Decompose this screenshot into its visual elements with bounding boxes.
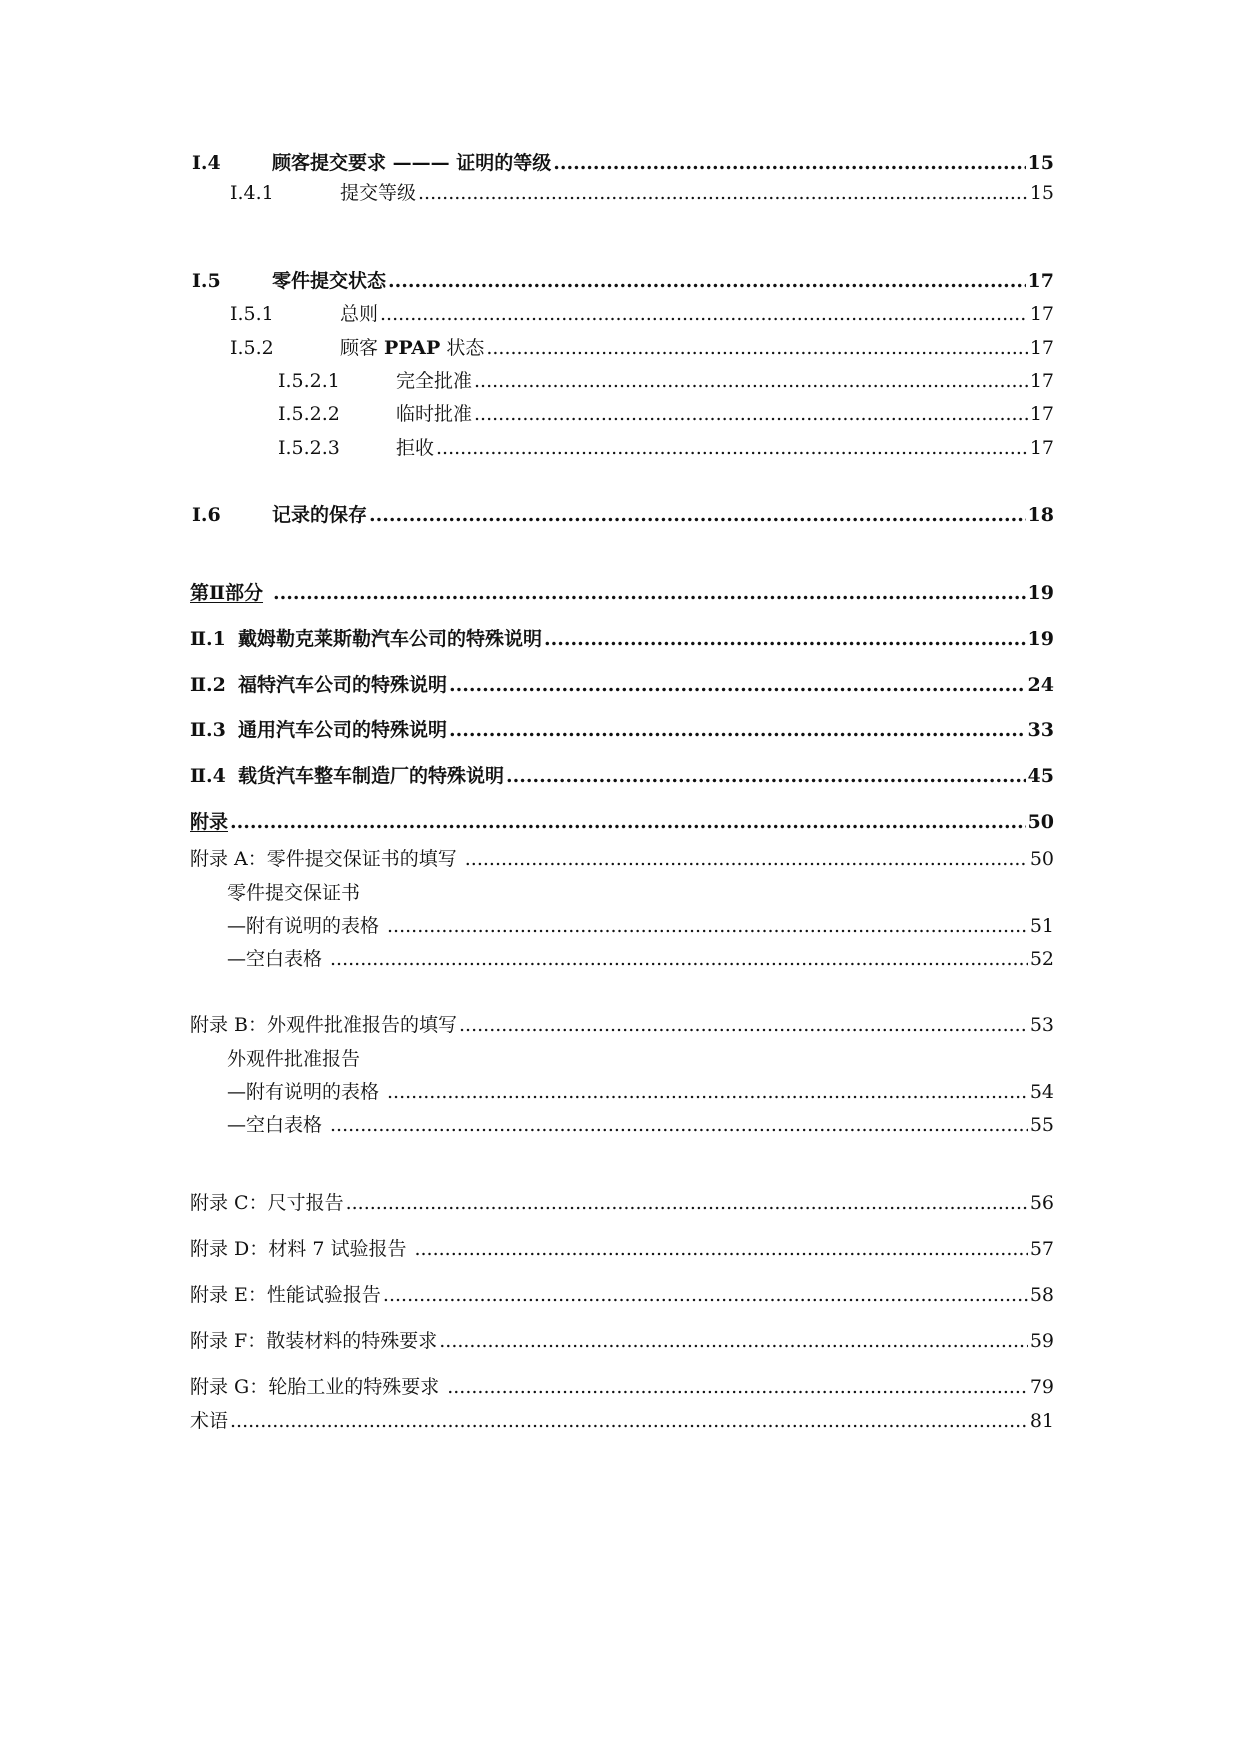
section-number: Ⅰ.4 [192, 152, 221, 174]
page-number: 17 [1029, 437, 1054, 459]
page-number: 54 [1029, 1081, 1054, 1103]
section-number: Ⅱ.3 [190, 719, 226, 741]
page-number: 53 [1029, 1014, 1054, 1036]
section-title: 附录 C：尺寸报告 [190, 1192, 344, 1214]
toc-entry-i6[interactable] [192, 502, 1054, 528]
toc-entry-i5-2[interactable] [230, 335, 1054, 361]
section-number: Ⅰ.6 [192, 504, 221, 526]
page-number: 59 [1029, 1330, 1054, 1352]
dot-leader [436, 435, 1028, 461]
dot-leader [414, 1236, 1027, 1262]
toc-entry-glossary[interactable] [190, 1408, 1054, 1434]
page-number: 15 [1027, 152, 1054, 174]
page-number: 52 [1029, 948, 1054, 970]
page-number: 19 [1027, 628, 1054, 650]
page-number: 58 [1029, 1284, 1054, 1306]
section-number: Ⅰ.5 [192, 270, 221, 292]
section-number: Ⅱ.4 [190, 765, 226, 787]
toc-entry-appendix-a-2[interactable] [227, 946, 1054, 972]
section-title: 第Ⅱ部分 [190, 582, 264, 604]
page-number: 50 [1027, 811, 1054, 833]
dot-leader [506, 763, 1026, 789]
dot-leader [383, 1282, 1028, 1308]
dot-leader [388, 268, 1026, 294]
toc-entry-i5[interactable] [192, 268, 1054, 294]
section-title: 拒收 [396, 437, 435, 459]
page-number: 57 [1029, 1238, 1054, 1260]
dot-leader [486, 335, 1027, 361]
toc-entry-appendix-g[interactable] [190, 1374, 1054, 1400]
section-number: Ⅰ.5.2.3 [278, 437, 340, 459]
section-number: Ⅱ.1 [190, 628, 226, 650]
section-number: Ⅰ.5.2.2 [278, 403, 340, 425]
page-number: 33 [1027, 719, 1054, 741]
toc-entry-ii1[interactable] [190, 626, 1054, 652]
toc-entry-appendix-c[interactable] [190, 1190, 1054, 1216]
page-number: 55 [1029, 1114, 1054, 1136]
section-title: 顾客提交要求 ——— 证明的等级 [272, 152, 552, 174]
page-number: 18 [1027, 504, 1054, 526]
section-title: 附录 A：零件提交保证书的填写 [190, 848, 457, 870]
section-title [340, 335, 484, 361]
section-title: 记录的保存 [272, 504, 368, 526]
toc-entry-appendix-b-1[interactable] [227, 1079, 1054, 1105]
dot-leader [330, 946, 1028, 972]
page-number: 17 [1029, 337, 1054, 359]
dot-leader [346, 1190, 1028, 1216]
dot-leader [369, 502, 1026, 528]
toc-entry-appendix-a[interactable] [190, 846, 1054, 872]
page-number: 15 [1029, 182, 1054, 204]
toc-entry-part2[interactable] [190, 580, 1054, 606]
dot-leader [447, 1374, 1028, 1400]
toc-entry-ii3[interactable] [190, 717, 1054, 743]
section-title: 总则 [340, 303, 379, 325]
section-title: 附录 [190, 811, 229, 833]
section-title: 完全批准 [396, 370, 473, 392]
page-number: 24 [1027, 674, 1054, 696]
title-text: 状态 [440, 337, 485, 359]
page-number: 50 [1029, 848, 1054, 870]
page-number: 17 [1029, 403, 1054, 425]
section-title: 附录 B：外观件批准报告的填写 [190, 1014, 458, 1036]
toc-entry-appendix-a-1[interactable] [227, 913, 1054, 939]
toc-entry-appendix[interactable] [190, 809, 1054, 835]
dot-leader [553, 150, 1025, 176]
dot-leader [387, 913, 1028, 939]
dot-leader [449, 672, 1026, 698]
toc-entry-ii2[interactable] [190, 672, 1054, 698]
toc-entry-ii4[interactable] [190, 763, 1054, 789]
section-title: —空白表格 [227, 948, 323, 970]
page-number: 79 [1029, 1376, 1054, 1398]
section-title: 载货汽车整车制造厂的特殊说明 [238, 765, 505, 787]
ppap-text: PPAP [384, 337, 441, 359]
dot-leader [273, 580, 1026, 606]
section-title: 附录 F：散装材料的特殊要求 [190, 1330, 438, 1352]
page-number: 81 [1029, 1410, 1054, 1432]
section-title: 附录 D：材料 7 试验报告 [190, 1238, 407, 1260]
section-number: Ⅰ.5.1 [230, 303, 274, 325]
page-number: 19 [1027, 582, 1054, 604]
section-title: 术语 [190, 1410, 229, 1432]
page-number: 45 [1027, 765, 1054, 787]
dot-leader [387, 1079, 1028, 1105]
section-number: Ⅱ.2 [190, 674, 226, 696]
section-title: 临时批准 [396, 403, 473, 425]
dot-leader [230, 1408, 1028, 1434]
dot-leader [418, 180, 1028, 206]
section-number: Ⅰ.5.2 [230, 337, 274, 359]
section-title: 附录 G：轮胎工业的特殊要求 [190, 1376, 440, 1398]
toc-entry-appendix-d[interactable] [190, 1236, 1054, 1262]
dot-leader [449, 717, 1026, 743]
dot-leader [465, 846, 1028, 872]
appendix-a-subtitle: 零件提交保证书 [227, 882, 361, 904]
dot-leader [459, 1012, 1028, 1038]
dot-leader [544, 626, 1026, 652]
dot-leader [330, 1112, 1028, 1138]
section-title: 提交等级 [340, 182, 417, 204]
toc-entry-i5-2-1[interactable] [278, 368, 1054, 394]
toc-entry-i4[interactable] [192, 150, 1054, 176]
section-title: 通用汽车公司的特殊说明 [238, 719, 448, 741]
section-title: 戴姆勒克莱斯勒汽车公司的特殊说明 [238, 628, 543, 650]
section-title: 附录 E：性能试验报告 [190, 1284, 381, 1306]
title-text: 顾客 [340, 337, 385, 359]
toc-entry-appendix-e[interactable] [190, 1282, 1054, 1308]
toc-entry-i4-1[interactable] [230, 180, 1054, 206]
page-number: 56 [1029, 1192, 1054, 1214]
section-title: —附有说明的表格 [227, 915, 380, 937]
dot-leader [439, 1328, 1028, 1354]
toc-entry-i5-2-2[interactable] [278, 401, 1054, 427]
section-number: Ⅰ.5.2.1 [278, 370, 340, 392]
page-number: 51 [1029, 915, 1054, 937]
dot-leader [230, 809, 1026, 835]
section-title: 福特汽车公司的特殊说明 [238, 674, 448, 696]
dot-leader [380, 301, 1028, 327]
section-title: —空白表格 [227, 1114, 323, 1136]
page-number: 17 [1027, 270, 1054, 292]
page-number: 17 [1029, 303, 1054, 325]
dot-leader [474, 368, 1028, 394]
section-number: Ⅰ.4.1 [230, 182, 274, 204]
toc-entry-appendix-f[interactable] [190, 1328, 1054, 1354]
section-title: 零件提交状态 [272, 270, 387, 292]
dot-leader [474, 401, 1028, 427]
toc-entry-i5-1[interactable] [230, 301, 1054, 327]
toc-entry-appendix-b-2[interactable] [227, 1112, 1054, 1138]
page-number: 17 [1029, 370, 1054, 392]
toc-entry-i5-2-3[interactable] [278, 435, 1054, 461]
appendix-b-subtitle: 外观件批准报告 [227, 1048, 361, 1070]
toc-entry-appendix-b[interactable] [190, 1012, 1054, 1038]
section-title: —附有说明的表格 [227, 1081, 380, 1103]
